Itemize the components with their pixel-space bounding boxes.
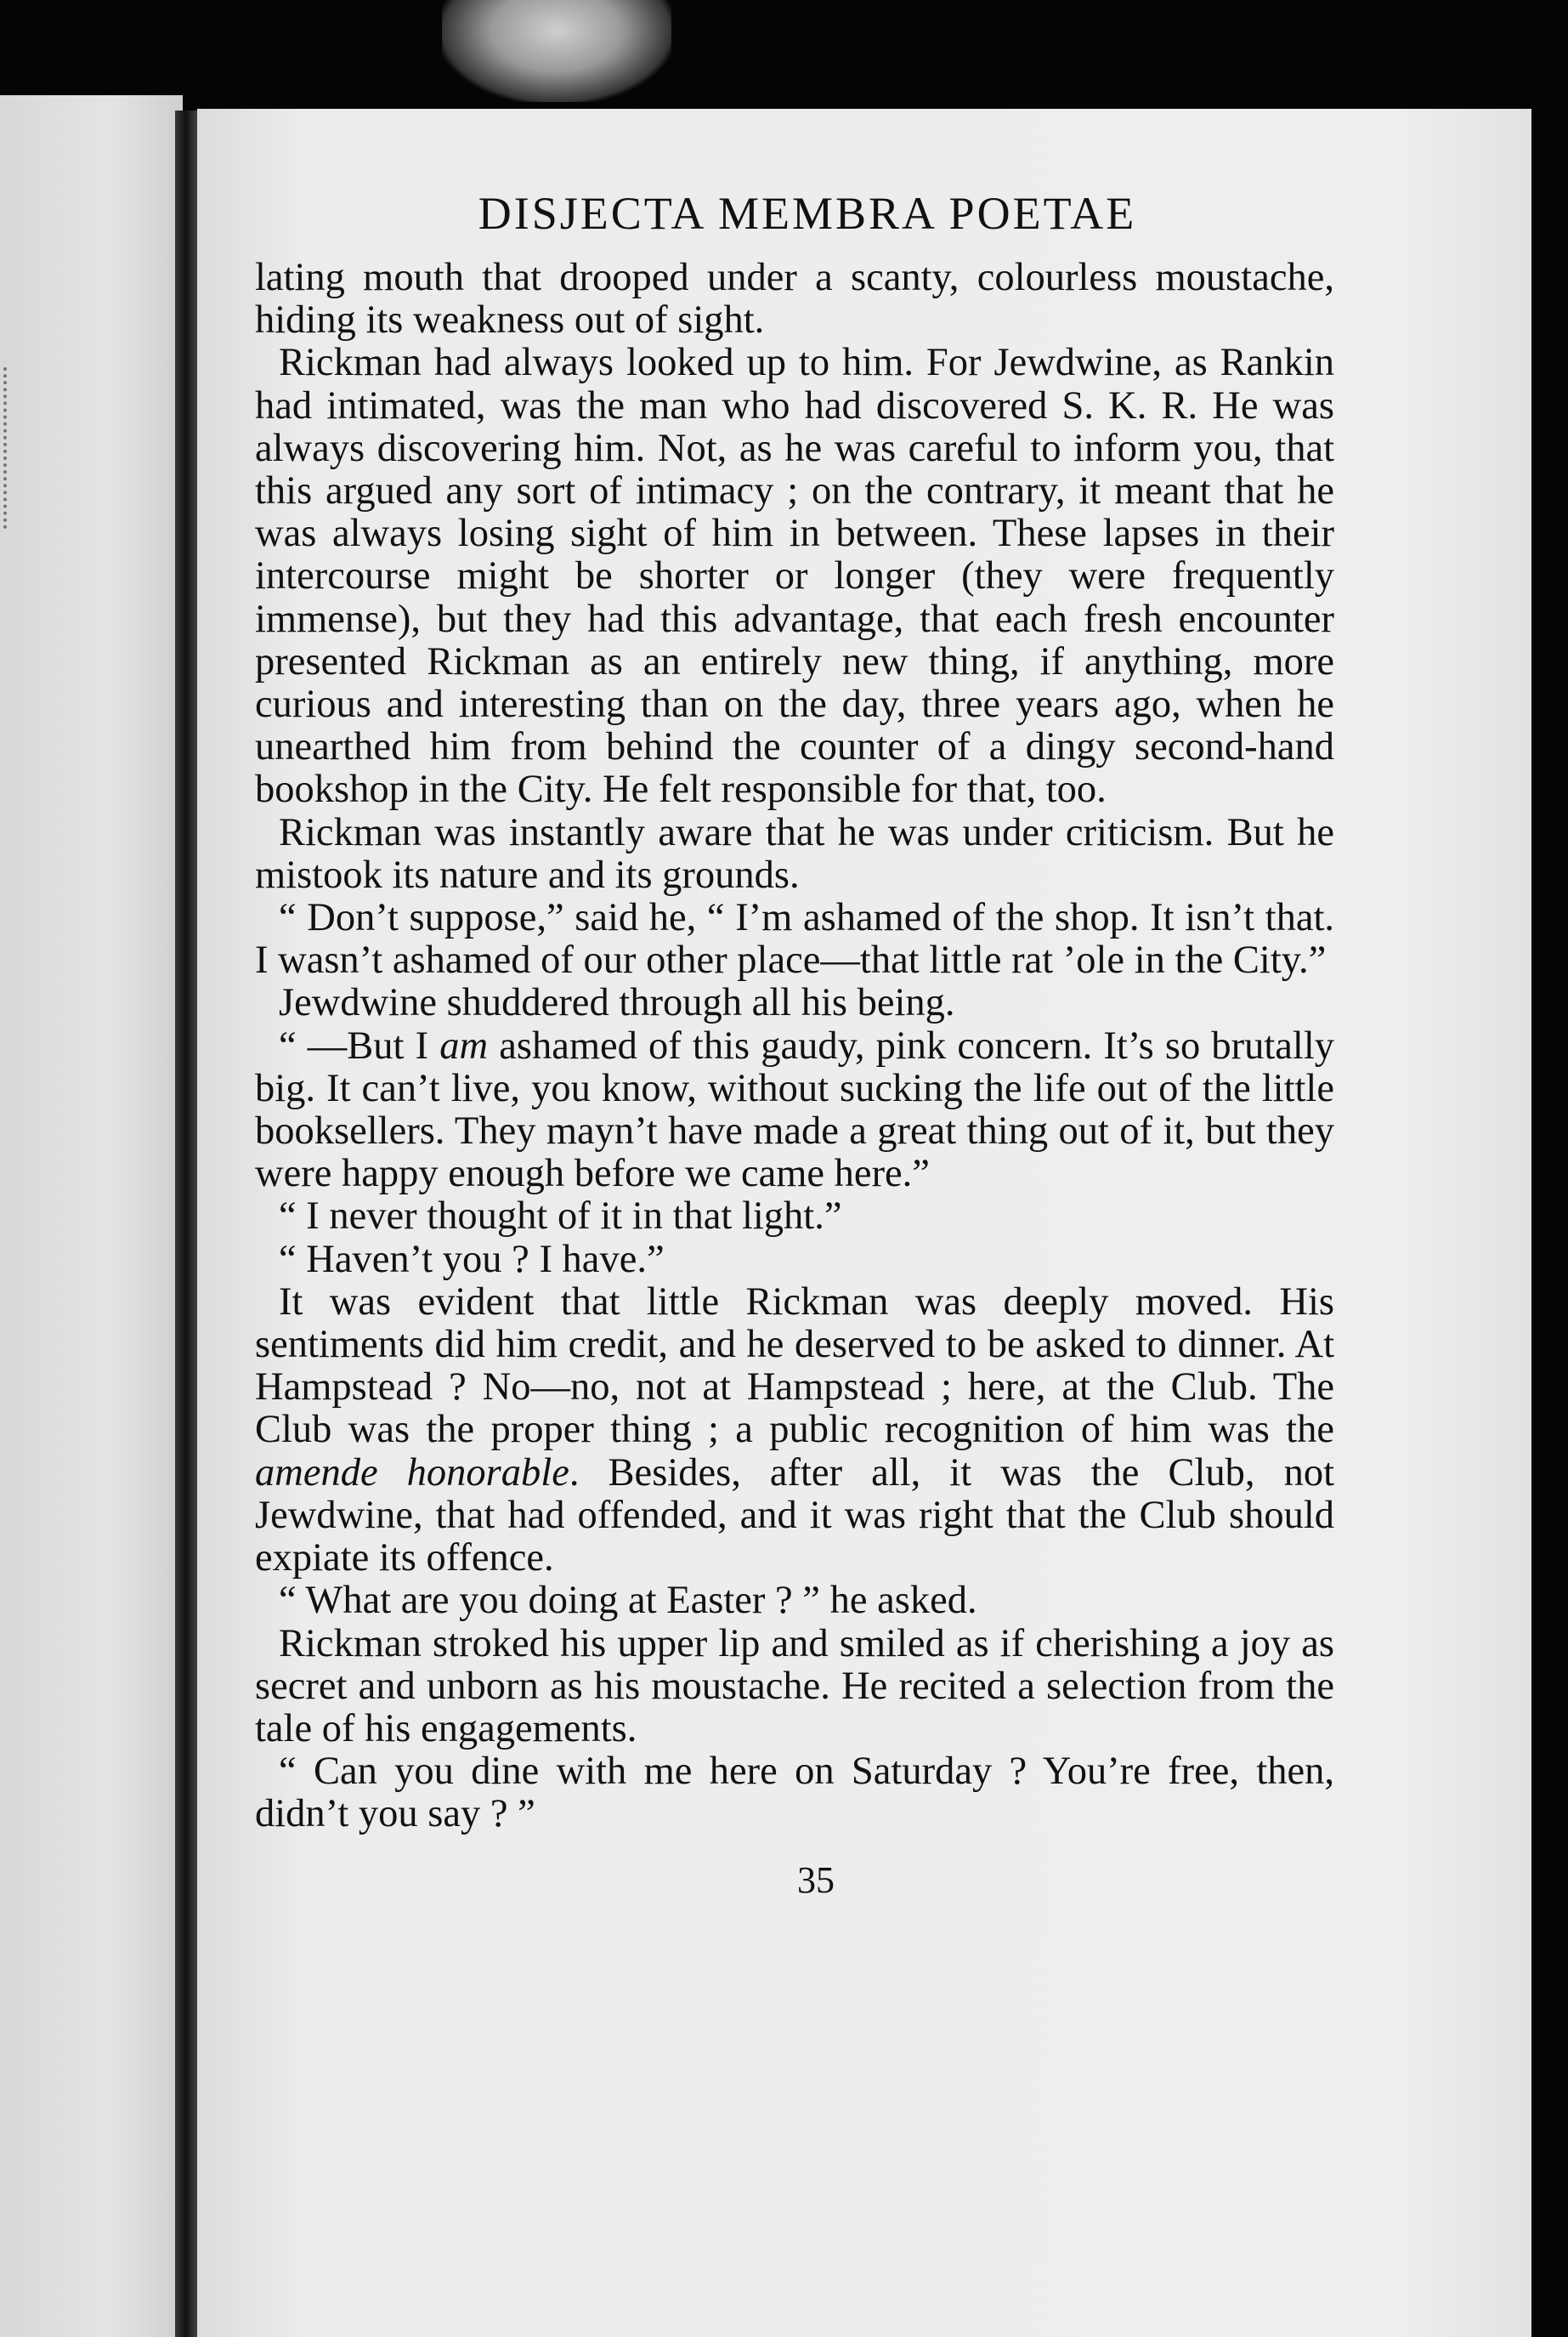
paragraph: Jewdwine shuddered through all his being. bbox=[279, 981, 955, 1025]
book-gutter bbox=[175, 111, 199, 2337]
page-content bbox=[255, 187, 1334, 1902]
paragraph: “ Don’t suppose,” said he, “ I’m ashamed of the shop. It isn’t that. I wasn’t ashamed of our other place—that little rat ’ole in the City.” bbox=[255, 896, 1334, 983]
paragraph: It was evident that little Rickman was deeply moved. His sentiments did him credit, and he deserved to be asked to dinner. At Hampstead ? No—no, not at Hampstead ; here, at the Club. The Club was the proper thing ; a public recognition of him was the amende honorable. Besides, after all, it was the Club, not Jewdwine, that had offended, and it was right that the Club should expiate its offence. bbox=[255, 1279, 1334, 1580]
running-head: DISJECTA MEMBRA POETAE bbox=[478, 188, 1137, 239]
paragraph: “ I never thought of it in that light.” bbox=[279, 1194, 842, 1239]
page-number: 35 bbox=[797, 1858, 835, 1901]
paragraph: Rickman stroked his upper lip and smiled as if cherishing a joy as secret and unborn as his moustache. He recited a selection from the tale of his engagements. bbox=[255, 1621, 1334, 1750]
left-page-marks bbox=[3, 367, 15, 529]
paragraph: Rickman was instantly aware that he was under criticism. But he mistook its nature and its grounds. bbox=[255, 810, 1334, 897]
paragraph: lating mouth that drooped under a scanty, colourless moustache, hiding its weakness out of sight. bbox=[255, 256, 1334, 343]
paragraph: “ Haven’t you ? I have.” bbox=[279, 1237, 665, 1281]
paragraph: “ Can you dine with me here on Saturday ? You’re free, then, didn’t you say ? ” bbox=[255, 1750, 1334, 1836]
torn-paper-edge bbox=[442, 0, 671, 102]
paragraph: “ —But I am ashamed of this gaudy, pink concern. It’s so brutally big. It can’t live, you know, without sucking the life out of the little booksellers. They mayn’t have made a great thing out of it, but they were happy enough before we came here.” bbox=[255, 1024, 1335, 1196]
paragraph: Rickman had always looked up to him. For Jewdwine, as Rankin had intimated, was the man who had discovered S. K. R. He was always discovering him. Not, as he was careful to inform you, that this argued any sort of intimacy ; on the contrary, it meant that he was always losing sight of him in between. These lapses in their intercourse might be shorter or longer (they were frequently immense), but they had this advantage, that each fresh encounter presented Rickman as an entirely new thing, if anything, more curious and interesting than on the day, three years ago, when he unearthed him from behind the counter of a dingy second-hand bookshop in the City. He felt responsible for that, too. bbox=[255, 341, 1334, 812]
paragraph: “ What are you doing at Easter ? ” he asked. bbox=[279, 1579, 977, 1623]
left-page-edge bbox=[0, 95, 183, 2337]
